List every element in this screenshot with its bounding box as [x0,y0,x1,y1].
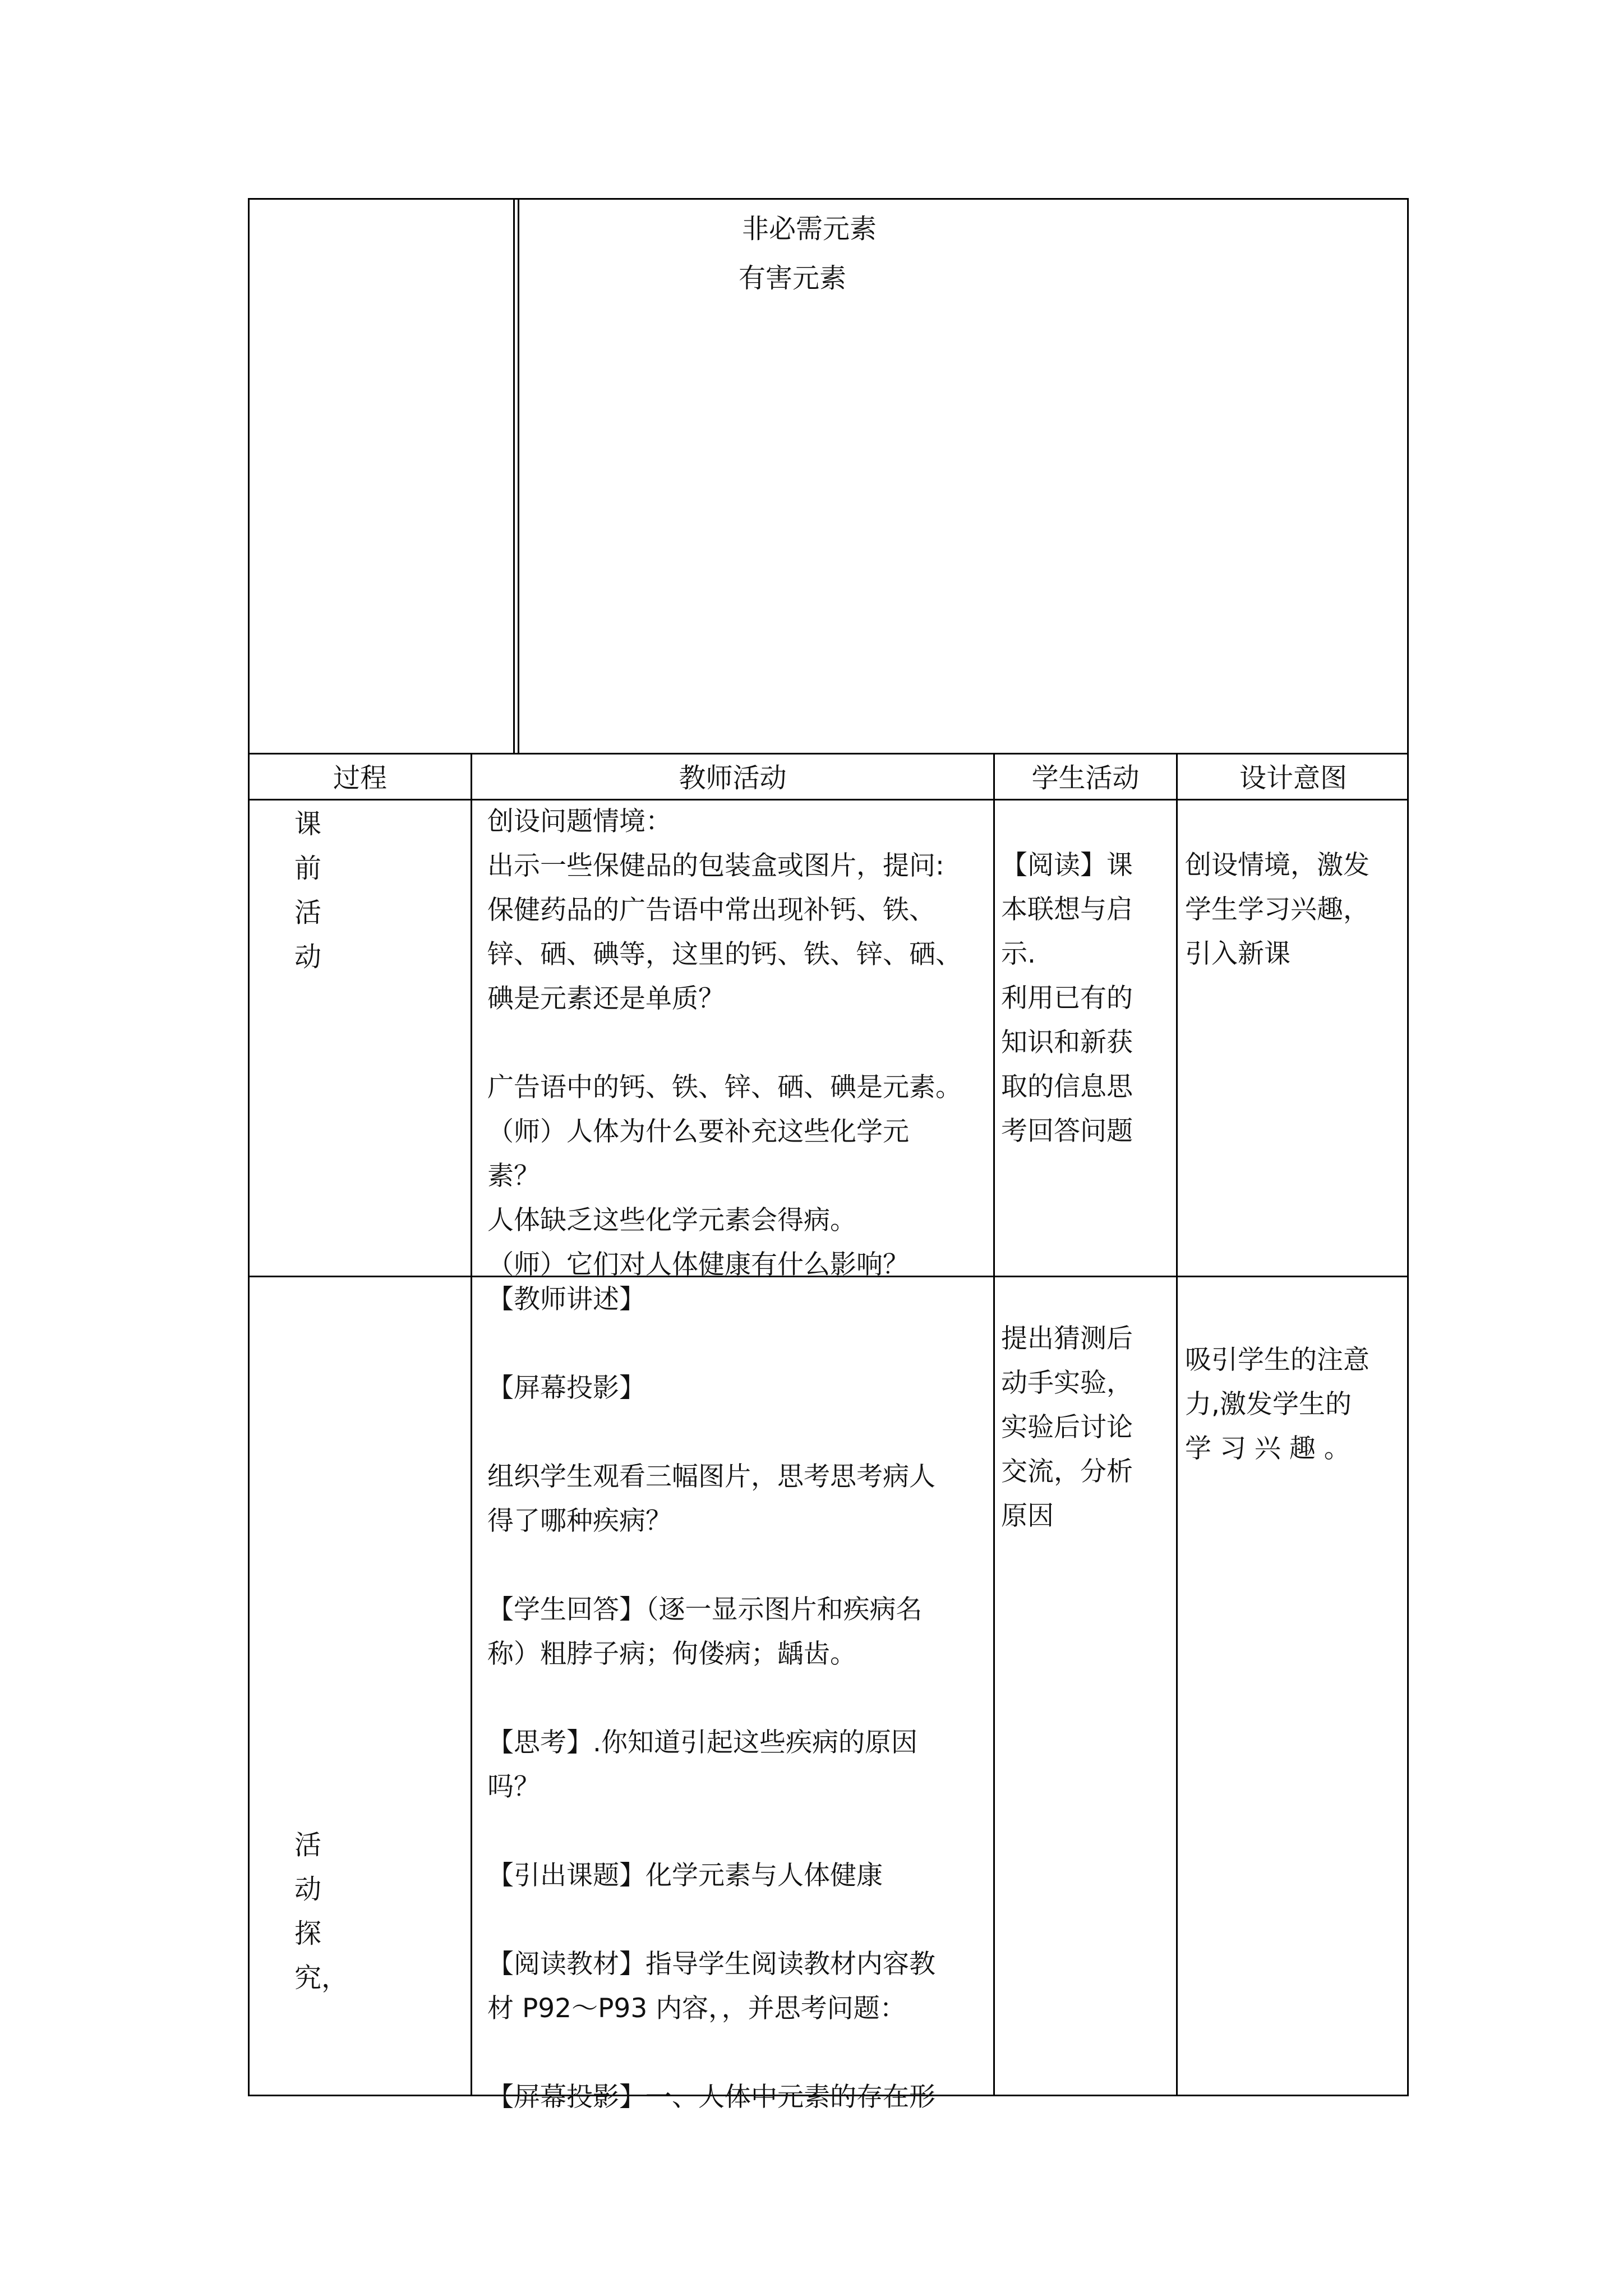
intent-line: 引入新课 [1185,938,1290,969]
intent-line: 学 习 兴 趣 。 [1185,1433,1350,1464]
row2-stage [294,1823,348,2000]
row1-student-activity [1001,843,1133,1153]
teacher-line: 【教师讲述】 [487,1284,645,1315]
teacher-line: 出示一些保健品的包装盒或图片，提问: [487,850,944,881]
teacher-line: 【学生回答】（逐一显示图片和疾病名 [487,1594,923,1625]
blank-line [487,1898,935,1942]
header-process: 过程 [333,762,387,794]
intent-line: 学生学习兴趣， [1185,894,1370,925]
row2-teacher-activity [487,1277,935,2119]
row2-stage-char: 动 [294,1874,322,1905]
row1-teacher-activity [487,799,962,1287]
row1-stage-char: 动 [294,941,322,973]
teacher-line: 【引出课题】化学元素与人体健康 [487,1860,883,1891]
top-line-harmful: 有害元素 [739,263,847,294]
teacher-line: 得了哪种疾病？ [487,1506,672,1536]
row2-design-intent [1185,1338,1370,1471]
header-teacher-activity: 教师活动 [679,762,787,794]
student-line: 本联想与启 [1001,894,1133,925]
student-line: 【阅读】课 [1001,850,1133,881]
teacher-line: 【思考】.你知道引起这些疾病的原因 [487,1727,917,1758]
blank-line [487,1322,935,1366]
top-table-divider-inner [518,200,519,753]
row1-stage [294,802,321,979]
blank-line [487,1021,962,1065]
teacher-line: 材 P92～P93 内容，，并思考问题： [487,1993,906,2024]
teacher-line: 组织学生观看三幅图片，思考思考病人 [487,1461,935,1492]
top-table [248,198,1409,754]
row1-design-intent [1185,843,1370,976]
student-line: 原因 [1001,1501,1054,1531]
intent-line: 创设情境，激发 [1185,850,1370,881]
teacher-line: 广告语中的钙、铁、锌、硒、碘是元素。 [487,1072,962,1103]
student-line: 示. [1001,938,1036,969]
blank-line [487,1543,935,1588]
teacher-line: 碘是元素还是单质？ [487,983,725,1014]
row1-stage-char: 课 [294,808,322,840]
student-line: 提出猜测后 [1001,1323,1133,1354]
teacher-line: 人体缺乏这些化学元素会得病。 [487,1205,856,1236]
col-divider-2 [993,754,995,2095]
teacher-line: （师）人体为什么要补充这些化学元 [487,1116,909,1147]
teacher-line: 吗？ [487,1772,540,1802]
student-line: 动手实验， [1001,1368,1133,1398]
student-line: 取的信息思 [1001,1071,1133,1102]
blank-line [487,2031,935,2075]
top-line-nonessential: 非必需元素 [742,213,877,245]
teacher-line: 称）粗脖子病；佝偻病；龋齿。 [487,1639,856,1669]
lesson-table [248,753,1409,2113]
col-divider-1 [471,754,472,2095]
row2-stage-char: 究， [294,1962,349,1994]
blank-line [487,1809,935,1853]
row1-stage-char: 前 [294,853,322,884]
blank-line [487,1410,935,1455]
header-student-activity: 学生活动 [1031,762,1140,794]
intent-line: 力,激发学生的 [1185,1389,1352,1420]
header-design-intent: 设计意图 [1239,762,1347,794]
teacher-line: 素？ [487,1161,540,1191]
row2-stage-char: 活 [294,1829,322,1861]
student-line: 利用已有的 [1001,983,1133,1014]
teacher-line: 【屏幕投影】 [487,1373,645,1404]
teacher-line: 创设问题情境： [487,806,672,837]
row2-stage-char: 探 [294,1918,322,1949]
teacher-line: 锌、硒、碘等，这里的钙、铁、锌、硒、 [487,939,962,970]
row2-student-activity [1001,1317,1133,1538]
top-table-divider [513,200,515,753]
student-line: 知识和新获 [1001,1027,1133,1058]
student-line: 考回答问题 [1001,1116,1133,1147]
intent-line: 吸引学生的注意 [1185,1345,1370,1375]
teacher-line: 【阅读教材】指导学生阅读教材内容教 [487,1949,935,1980]
student-line: 实验后讨论 [1001,1412,1133,1443]
teacher-line: 【屏幕投影】一、人体中元素的存在形 [487,2082,935,2113]
student-line: 交流，分析 [1001,1456,1133,1487]
teacher-line: （师）它们对人体健康有什么影响？ [487,1249,909,1280]
row1-stage-char: 活 [294,897,322,928]
teacher-line: 保健药品的广告语中常出现补钙、铁、 [487,895,935,926]
col-divider-3 [1176,754,1178,2095]
blank-line [487,1676,935,1720]
